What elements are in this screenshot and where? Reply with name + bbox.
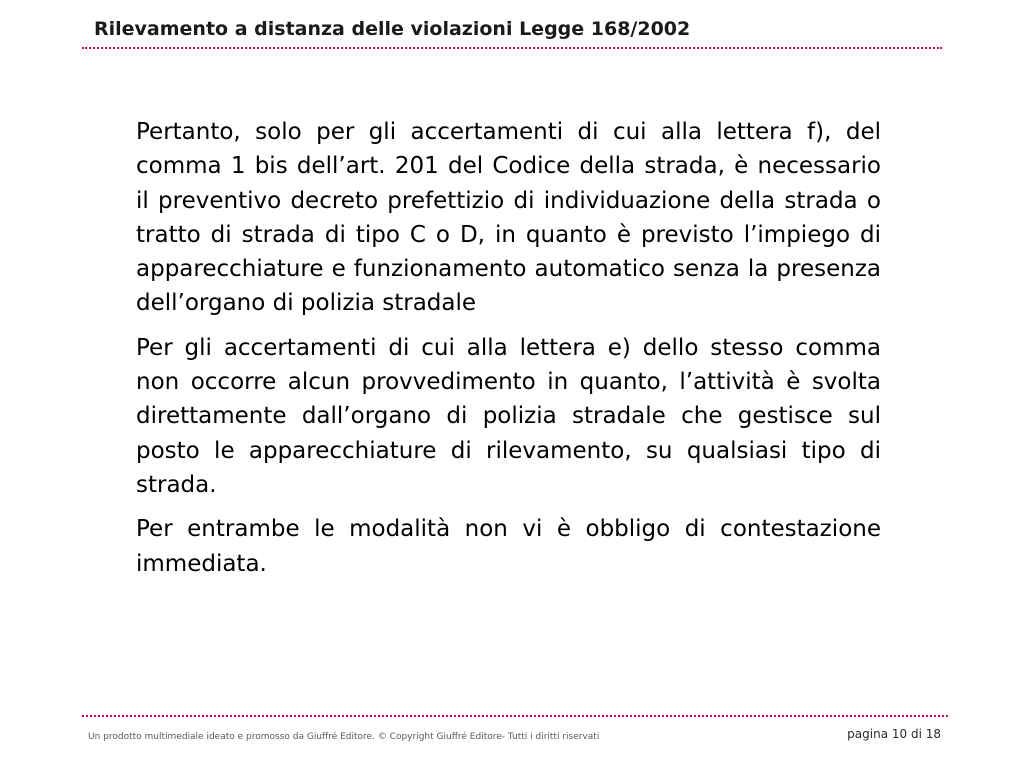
paragraph: Per entrambe le modalità non vi è obbligo di contestazione immediata.	[136, 516, 881, 577]
copyright-notice: Un prodotto multimediale ideato e promosso da Giuffré Editore. © Copyright Giuffré Editore- Tutti i diritti riservati	[88, 732, 600, 742]
footer-divider	[82, 715, 948, 717]
paragraph: Per gli accertamenti di cui alla lettera e) dello stesso comma non occorre alcun provvedimento in quanto, l’attività è svolta direttamente dall’organo di polizia stradale che gestisce sul posto le apparecchiature di rilevamento, su qualsiasi tipo di strada.	[136, 334, 881, 498]
main-content	[136, 115, 881, 591]
page-number: pagina 10 di 18	[847, 727, 941, 741]
paragraph: Pertanto, solo per gli accertamenti di cui alla lettera f), del comma 1 bis dell’art. 201 del Codice della strada, è necessario il preventivo decreto prefettizio di individuazione della strada o tratto di strada di tipo C o D, in quanto è previsto l’impiego di apparecchiature e funzionamento automatico senza la presenza dell’organo di polizia stradale	[136, 119, 881, 317]
page-title: Rilevamento a distanza delle violazioni Legge 168/2002	[94, 18, 691, 40]
header-divider	[82, 47, 942, 49]
